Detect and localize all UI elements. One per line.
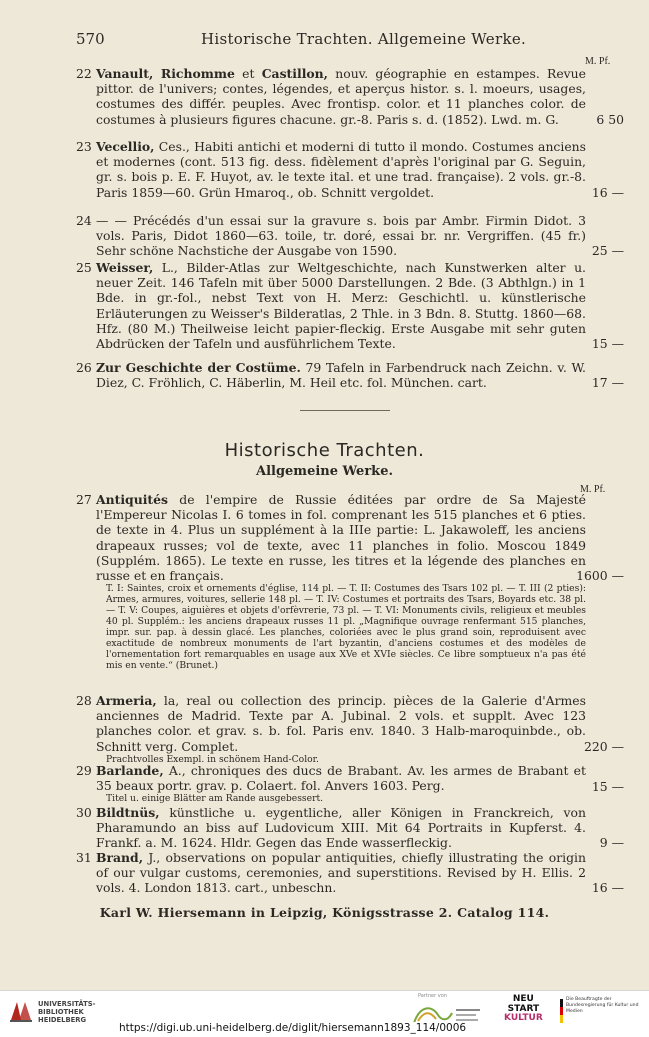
- entry-number: 26: [76, 360, 92, 375]
- section-heading: Historische Trachten.: [224, 440, 425, 461]
- running-header: [76, 30, 621, 52]
- catalog-entry-23: [76, 139, 624, 200]
- entry-note: Titel u. einige Blätter am Rande ausgebessert.: [106, 793, 324, 805]
- price-column-label-2: M. Pf.: [580, 484, 606, 495]
- entry-number: 24: [76, 213, 92, 228]
- entry-price: 15 —: [591, 779, 624, 794]
- entry-description: J., observations on popular antiquities, chiefly illustrating the origin of our vulgar customs, ceremonies, and superstitions. Revised by H. Ellis. 2 vols. 4. London 1813. cart., unbeschn.: [96, 850, 586, 896]
- section-subheading: Allgemeine Werke.: [255, 464, 393, 479]
- catalog-entry-24: [76, 213, 624, 259]
- entry-price: 16 —: [591, 880, 624, 896]
- entry-number: 22: [76, 66, 92, 81]
- partner-label: Partner von: [418, 993, 447, 999]
- entry-number: 27: [76, 492, 92, 507]
- entry-text: [96, 360, 586, 390]
- neustart-line1: NEU: [512, 994, 534, 1004]
- university-library-logo-icon[interactable]: [8, 998, 34, 1024]
- entry-text: [96, 763, 586, 793]
- entry-author: Brand,: [96, 850, 144, 865]
- library-name-line3: HEIDELBERG: [38, 1016, 87, 1024]
- page-footer: Karl W. Hiersemann in Leipzig, Königsstrasse 2. Catalog 114.: [99, 905, 550, 920]
- entry-price: 9 —: [599, 835, 624, 851]
- price-column-label: M. Pf.: [585, 56, 611, 67]
- entry-text: [96, 693, 586, 754]
- entry-text: [96, 260, 586, 351]
- entry-price: 1600 —: [576, 568, 624, 583]
- entry-text: [96, 805, 586, 851]
- catalog-entry-27: [76, 492, 624, 671]
- library-name-line2: BIBLIOTHEK: [38, 1008, 84, 1016]
- entry-text: [96, 850, 586, 896]
- entry-price: 16 —: [591, 184, 624, 200]
- entry-price: 25 —: [591, 243, 624, 259]
- entry-author: Weisser,: [96, 260, 154, 275]
- entry-price: 6 50: [596, 111, 624, 127]
- entry-text: [96, 66, 586, 127]
- page-url[interactable]: https://digi.ub.uni-heidelberg.de/diglit/hiersemann1893_114/0006: [116, 1022, 469, 1034]
- entry-author: Vanault, Richomme: [96, 66, 235, 81]
- entry-description: künstliche u. eygentliche, aller Königen in Franckreich, von Pharamundo an biss auf Ludovicum XIII. Mit 64 Portraits in Kupferst. 4. Frankf. a. M. 1624. Hldr. Gegen das Ende wasserfleckig.: [96, 805, 586, 851]
- entry-price: 220 —: [584, 739, 624, 754]
- entry-number: 31: [76, 850, 92, 865]
- german-flag-icon: [560, 999, 563, 1023]
- running-title: Historische Trachten. Allgemeine Werke.: [201, 30, 527, 48]
- entry-description: L., Bilder-Atlas zur Weltgeschichte, nach Kunstwerken alter u. neuer Zeit. 146 Tafeln mit über 5000 Darstellungen. 2 Bde. (3 Abthlgn.) in 1 Bde. in gr.-fol., nebst Text von H. Merz: Geschichtl. u. künstlerische Erläuterungen zu Weisser's Bilderatlas, 2 Thle. in 3 Bdn. 8. Stuttg. 1860—68. Hfz. (80 M.) Theilweise leicht papier-fleckig. Erste Ausgabe mit sehr guten Abdrücken der Tafeln und ausführlichem Texte.: [96, 260, 586, 352]
- bkm-logo[interactable]: [560, 997, 646, 1027]
- entry-author-2: Castillon,: [261, 66, 328, 81]
- entry-description: Ces., Habiti antichi et moderni di tutto il mondo. Costumes anciens et modernes (cont. 513 fig. dess. fidèlement d'après l'original par G. Seguin, gr. s. bois p. E. F. Huyot, av. le texte ital. et une trad. française). 2 vols. gr.-8. Paris 1859—60. Grün Hmaroq., ob. Schnitt vergoldet.: [96, 139, 586, 200]
- catalog-entry-26: [76, 360, 624, 390]
- entry-text: [96, 492, 586, 583]
- entry-description: de l'empire de Russie éditées par ordre de Sa Majesté l'Empereur Nicolas I. 6 tomes in fol. comprenant les 515 planches et 6 pties. de texte in 4. Plus un supplément à la IIIe partie: L. Jakawoleff, les anciens drapeaux russes; vol de texte, avec 11 planches in folio. Moscou 1849 (Supplém. 1865). Le texte en russe, les titres et la légende des planches en russe et en français.: [96, 492, 586, 584]
- entry-number: 23: [76, 139, 92, 154]
- entry-author: Antiquités: [96, 492, 169, 507]
- entry-number: 30: [76, 805, 92, 820]
- entry-connector: et: [234, 66, 262, 81]
- neustart-line2: START: [507, 1003, 540, 1014]
- catalog-entry-31: [76, 850, 624, 896]
- entry-description: A., chroniques des ducs de Brabant. Av. les armes de Brabant et 35 beaux portr. grav. p. Colaert. fol. Anvers 1603. Perg.: [96, 763, 586, 794]
- catalog-entry-28: [76, 693, 624, 765]
- entry-price: 15 —: [591, 336, 624, 352]
- entry-price: 17 —: [591, 375, 624, 391]
- entry-description: la, real ou collection des princip. pièces de la Galerie d'Armes anciennes de Madrid. Texte par A. Jubinal. 2 vols. et supplt. Avec 123 planches color. et grav. s. b. fol. Paris env. 1840. 3 Halb-maroquinbde., ob. Schnitt verg. Complet.: [96, 693, 586, 754]
- catalog-entry-22: [76, 66, 624, 127]
- entry-note: T. I: Saintes, croix et ornements d'église, 114 pl. — T. II: Costumes des Tsars 102 pl. — T. III (2 pties): Armes, armures, voitures, sellerie 148 pl. — T. IV: Costumes et portraits des Tsars, Boyards etc. 38 pl. — T. V: Coupes, aiguières et objets d'orfèvrerie, 73 pl. — T. VI: Monuments civils, religieux et meubles 40 pl. Supplém.: les anciens drapeaux russes 11 pl. „Magnifique ouvrage renfermant 515 planches, impr. sur. pap. à dessin glacé. Les planches, coloriées avec le plus grand soin, reproduisent avec exactitude de nombreux monuments de l'art byzantin, d'anciens costumes et des modèles de l'ornementation fort remarquables en usage aux XVe et XVIe siècles. Ce libre somptueux n'a pas été mis en vente.“ (Brunet.): [106, 583, 586, 672]
- library-name[interactable]: [38, 1000, 96, 1024]
- catalog-entry-25: [76, 260, 624, 351]
- neustart-line3: KULTUR: [504, 1013, 543, 1023]
- entry-author: Barlande,: [96, 763, 164, 778]
- entry-description: nouv. géographie en estampes. Revue pittor. de l'univers; contes, légendes, et aperçus histor. s. l. moeurs, usages, costumes des différ. peuples. Avec frontisp. color. et 11 planches color. de costumes à plusieurs figures chacune. gr.-8. Paris s. d. (1852). Lwd. m. G.: [96, 66, 586, 127]
- entry-author: Bildtnüs,: [96, 805, 160, 820]
- library-name-line1: UNIVERSITÄTS-: [38, 1000, 96, 1008]
- page-number: 570: [76, 30, 105, 48]
- entry-number: 28: [76, 693, 92, 708]
- entry-number: 25: [76, 260, 92, 275]
- catalog-entry-30: [76, 805, 624, 851]
- entry-author: Zur Geschichte der Costüme.: [96, 360, 301, 375]
- entry-text: [96, 213, 586, 259]
- section-divider: [300, 410, 390, 411]
- bkm-text: Die Beauftragte der Bundesregierung für Kultur und Medien: [566, 997, 639, 1014]
- entry-text: [96, 139, 586, 200]
- catalog-entry-29: [76, 763, 624, 804]
- entry-author: Vecellio,: [96, 139, 155, 154]
- entry-note: Prachtvolles Exempl. in schönem Hand-Color.: [106, 753, 319, 765]
- entry-description: 79 Tafeln in Farbendruck nach Zeichn. v. W. Diez, C. Fröhlich, C. Häberlin, M. Heil etc. fol. München. cart.: [96, 360, 586, 391]
- entry-description: — — Précédés d'un essai sur la gravure s. bois par Ambr. Firmin Didot. 3 vols. Paris, Didot 1860—63. toile, tr. doré, essai br. nr. Vergriffen. (45 fr.) Sehr schöne Nachstiche der Ausgabe von 1590.: [96, 213, 586, 259]
- entry-author: Armeria,: [96, 693, 157, 708]
- neustart-kultur-logo[interactable]: [504, 995, 543, 1024]
- entry-number: 29: [76, 763, 92, 778]
